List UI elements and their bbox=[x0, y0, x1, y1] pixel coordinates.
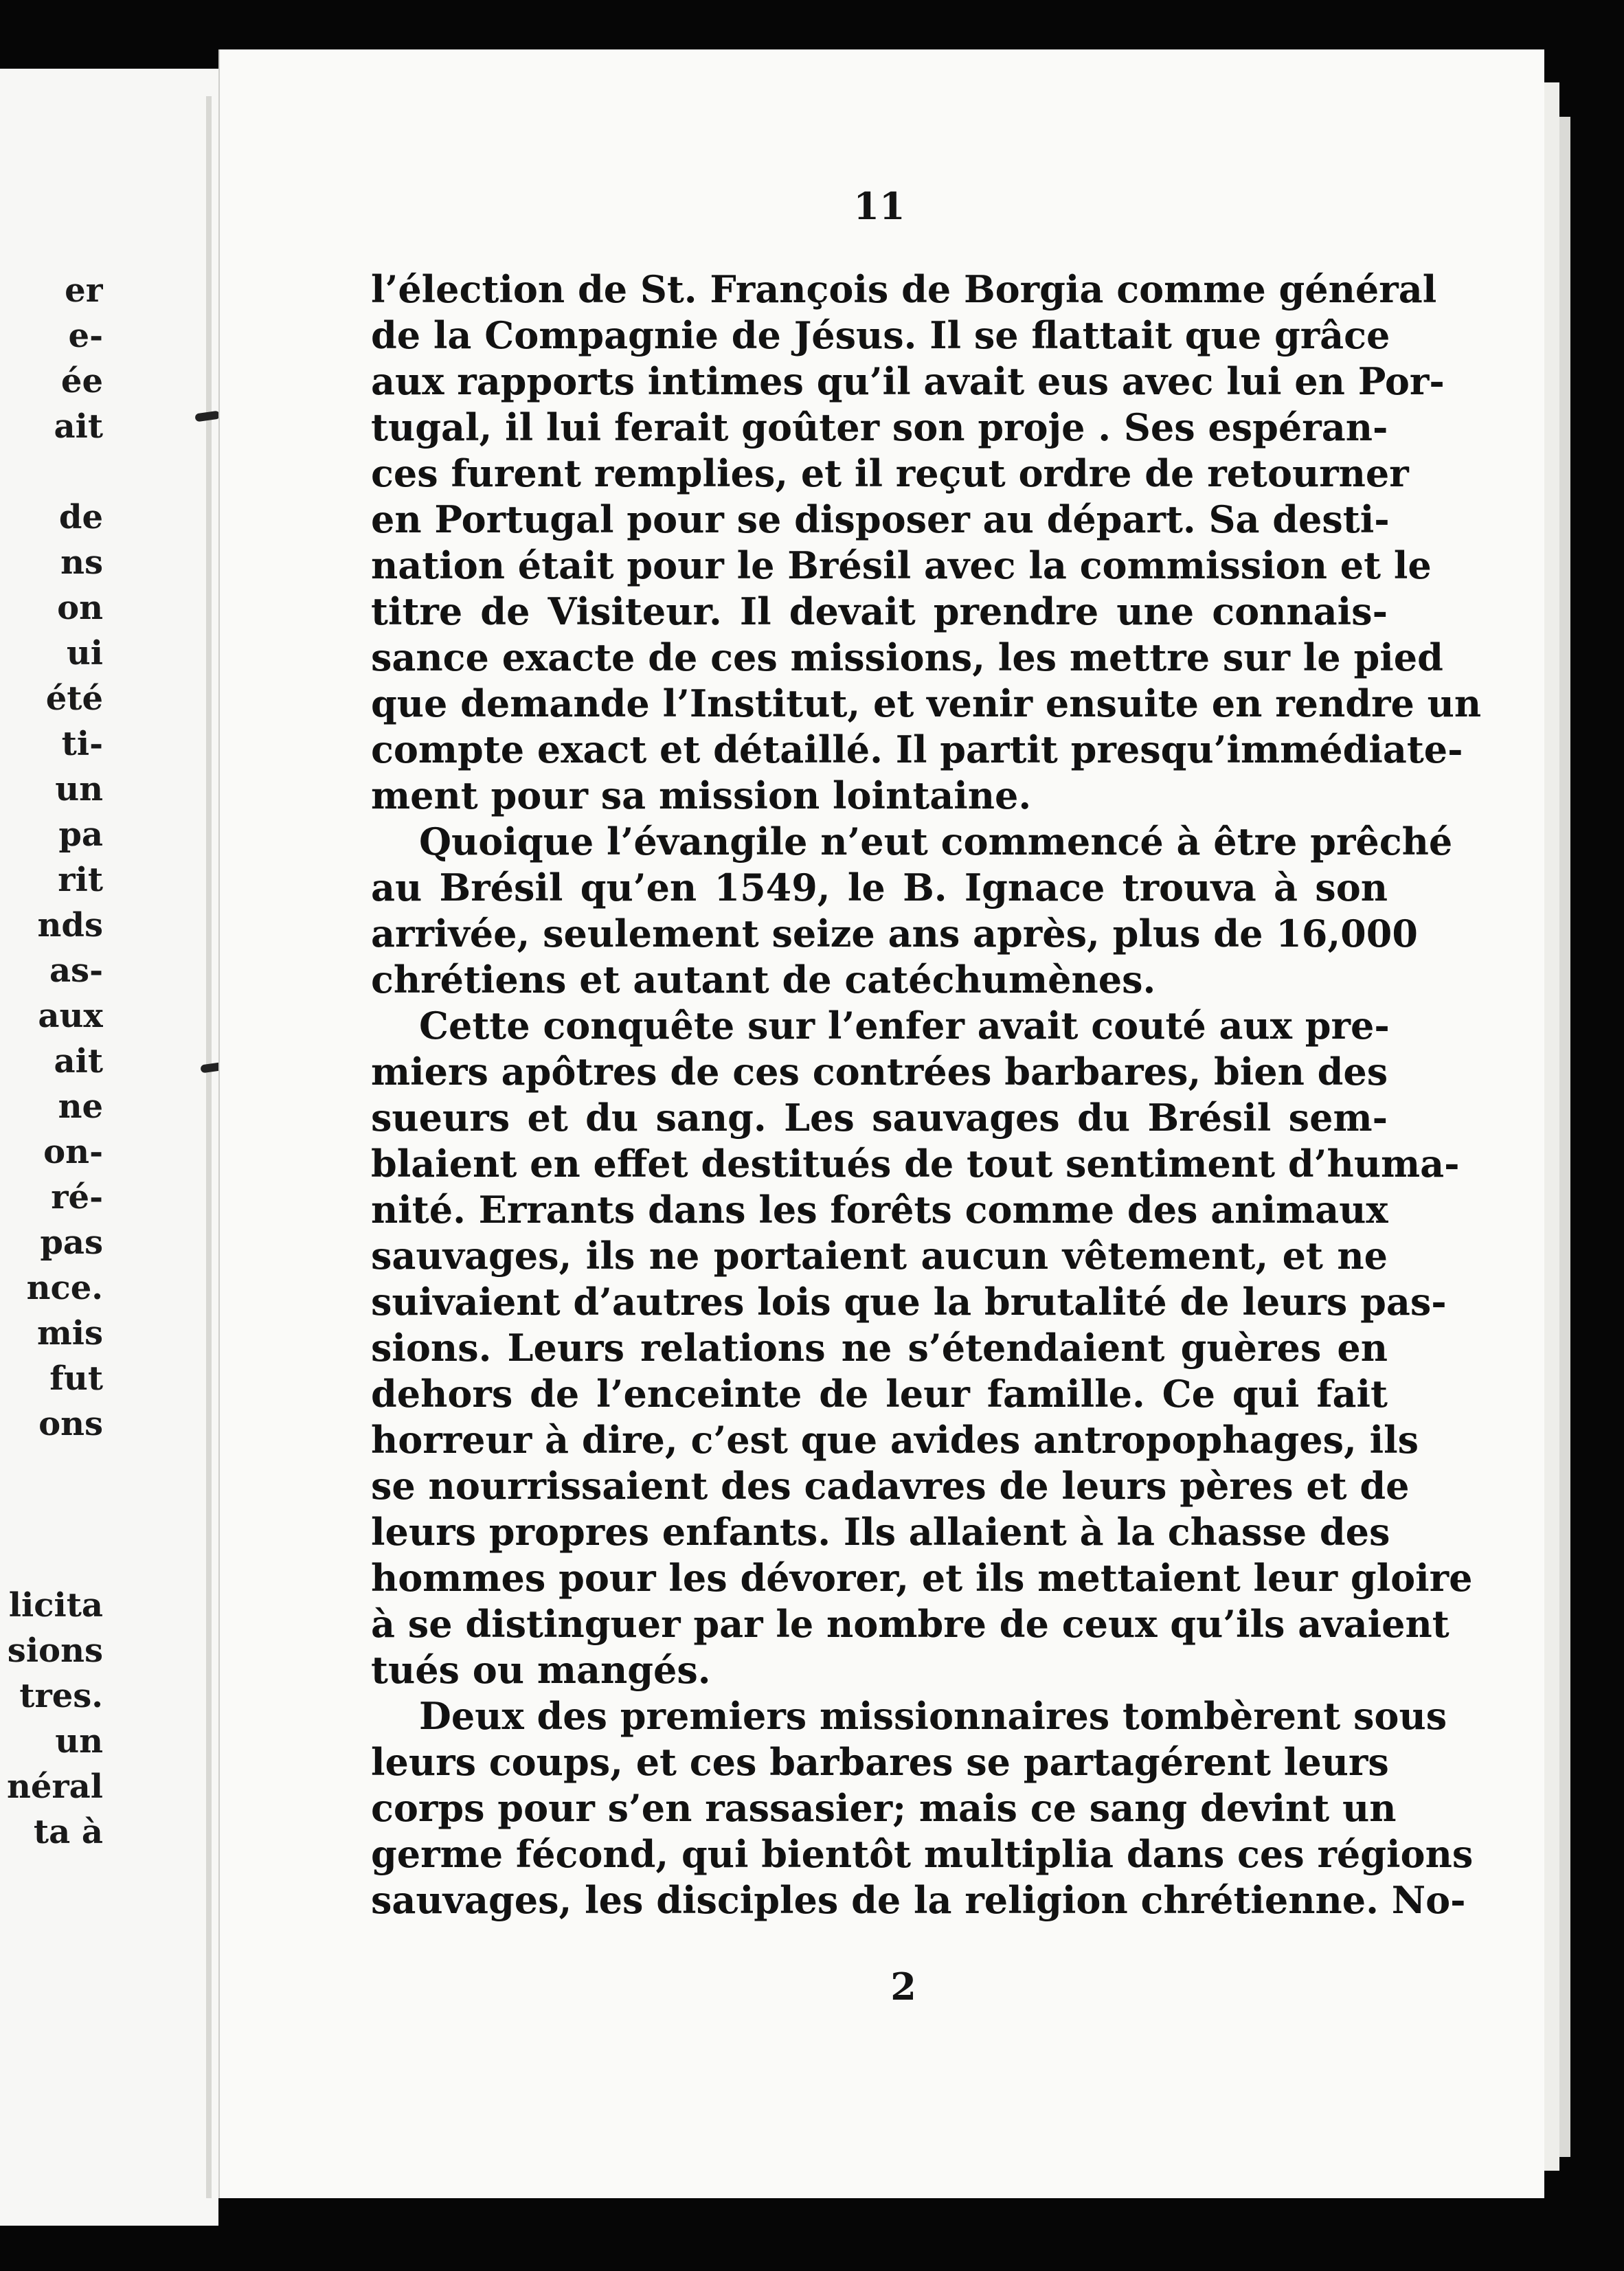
text-line: miers apôtres de ces contrées barbares, bien des bbox=[371, 1050, 1388, 1094]
previous-page-fragment-line: néral bbox=[6, 1767, 103, 1806]
text-line: leurs coups, et ces barbares se partagérent leurs bbox=[371, 1740, 1389, 1784]
text-line: chrétiens et autant de catéchumènes. bbox=[371, 958, 1156, 1002]
previous-page-fragment-line: un bbox=[55, 1722, 103, 1761]
page-body-text bbox=[371, 267, 1482, 1923]
text-line: corps pour s’en rassasier; mais ce sang devint un bbox=[371, 1786, 1397, 1830]
previous-page-fragment-line: on bbox=[57, 589, 103, 627]
text-line: compte exact et détaillé. Il partit presqu’immédiate- bbox=[371, 727, 1463, 771]
text-line: leurs propres enfants. Ils allaient à la chasse des bbox=[371, 1510, 1390, 1554]
previous-page-fragment-line: ait bbox=[54, 407, 103, 446]
text-line: que demande l’Institut, et venir ensuite en rendre un bbox=[371, 681, 1482, 725]
text-line: arrivée, seulement seize ans après, plus de 16,000 bbox=[371, 912, 1418, 956]
page-edge bbox=[1544, 82, 1559, 2171]
text-line: dehors de l’enceinte de leur famille. Ce qui fait bbox=[371, 1372, 1388, 1416]
text-line: ment pour sa mission lointaine. bbox=[371, 773, 1032, 817]
previous-page-fragment-line: ta à bbox=[33, 1813, 103, 1851]
text-line: aux rapports intimes qu’il avait eus avec lui en Por- bbox=[371, 359, 1445, 403]
text-line: à se distinguer par le nombre de ceux qu’ils avaient bbox=[371, 1602, 1450, 1646]
text-line: sauvages, les disciples de la religion chrétienne. No- bbox=[371, 1878, 1466, 1922]
previous-page-fragment-line: tres. bbox=[19, 1677, 103, 1715]
previous-page-fragment-line: aux bbox=[38, 997, 103, 1035]
previous-page-fragment-line: ons bbox=[38, 1405, 103, 1443]
previous-page-fragment-line: nce. bbox=[26, 1269, 103, 1307]
previous-page-fragment-line: pas bbox=[40, 1223, 103, 1262]
text-line: tugal, il lui ferait goûter son proje . Ses espéran- bbox=[371, 405, 1388, 449]
text-line: nation était pour le Brésil avec la commission et le bbox=[371, 543, 1432, 587]
text-line: ces furent remplies, et il reçut ordre de retourner bbox=[371, 451, 1409, 495]
previous-page-fragment-line: e- bbox=[68, 317, 103, 355]
text-line: l’élection de St. François de Borgia comme général bbox=[371, 267, 1437, 311]
page-edge bbox=[1559, 117, 1570, 2157]
previous-page-fragment-line: ui bbox=[66, 634, 103, 673]
text-line: se nourrissaient des cadavres de leurs pères et de bbox=[371, 1464, 1410, 1508]
previous-page-fragment-line: er bbox=[65, 271, 103, 310]
text-line: titre de Visiteur. Il devait prendre une connais- bbox=[371, 589, 1388, 633]
text-line: Cette conquête sur l’enfer avait couté aux pre- bbox=[419, 1004, 1390, 1048]
previous-page-fragment-line: nds bbox=[37, 906, 103, 945]
text-line: tués ou mangés. bbox=[371, 1648, 711, 1692]
text-line: germe fécond, qui bientôt multiplia dans ces régions bbox=[371, 1832, 1474, 1876]
page-number: 11 bbox=[853, 184, 905, 228]
previous-page-fragment-line: ré- bbox=[51, 1178, 103, 1217]
previous-page-fragment-line: rit bbox=[58, 861, 103, 899]
text-line: Deux des premiers missionnaires tombèrent sous bbox=[419, 1694, 1447, 1738]
previous-page-fragment-line bbox=[0, 1537, 103, 1583]
text-line: suivaient d’autres lois que la brutalité de leurs pas- bbox=[371, 1280, 1447, 1324]
previous-page-fragment-line: pa bbox=[58, 815, 103, 854]
previous-page-fragment-line: ns bbox=[60, 543, 103, 582]
previous-page-fragment-line: ne bbox=[58, 1087, 103, 1126]
text-line: blaient en effet destitués de tout sentiment d’huma- bbox=[371, 1142, 1460, 1186]
text-line: de la Compagnie de Jésus. Il se flattait que grâce bbox=[371, 313, 1390, 357]
text-line: sance exacte de ces missions, les mettre sur le pied bbox=[371, 635, 1443, 679]
previous-page-fragment-line: as- bbox=[49, 951, 103, 990]
previous-page-fragment-line: ait bbox=[54, 1042, 103, 1081]
text-line: en Portugal pour se disposer au départ. Sa desti- bbox=[371, 497, 1390, 541]
text-line: sueurs et du sang. Les sauvages du Brésil sem- bbox=[371, 1096, 1388, 1140]
previous-page-fragment-line: fut bbox=[49, 1359, 103, 1398]
previous-page-fragment bbox=[0, 69, 218, 2226]
previous-page-fragment-line: un bbox=[55, 770, 103, 809]
previous-page-fragment-line: licita bbox=[8, 1586, 103, 1625]
previous-page-fragment-line bbox=[0, 449, 103, 495]
previous-page-fragment-line: été bbox=[45, 679, 103, 718]
previous-page-fragment-line bbox=[0, 1447, 103, 1492]
text-line: sauvages, ils ne portaient aucun vêtement, et ne bbox=[371, 1234, 1388, 1278]
text-line: hommes pour les dévorer, et ils mettaient leur gloire bbox=[371, 1556, 1473, 1600]
previous-page-line-endings bbox=[0, 268, 103, 1855]
text-line: horreur à dire, c’est que avides antropophages, ils bbox=[371, 1418, 1419, 1462]
previous-page-fragment-line: ée bbox=[60, 362, 103, 400]
previous-page-fragment-line: on- bbox=[43, 1133, 103, 1171]
previous-page-fragment-line: sions bbox=[7, 1631, 103, 1670]
text-line: nité. Errants dans les forêts comme des animaux bbox=[371, 1188, 1388, 1232]
previous-page-fragment-line: de bbox=[58, 498, 103, 536]
text-line: au Brésil qu’en 1549, le B. Ignace trouva à son bbox=[371, 866, 1388, 909]
previous-page-fragment-line bbox=[0, 1492, 103, 1537]
text-line: Quoique l’évangile n’eut commencé à être prêché bbox=[419, 820, 1453, 863]
previous-page-fragment-line: ti- bbox=[61, 725, 103, 763]
previous-page-fragment-line: mis bbox=[36, 1314, 103, 1353]
text-line: sions. Leurs relations ne s’étendaient guères en bbox=[371, 1326, 1388, 1370]
signature-mark: 2 bbox=[890, 1965, 916, 2009]
